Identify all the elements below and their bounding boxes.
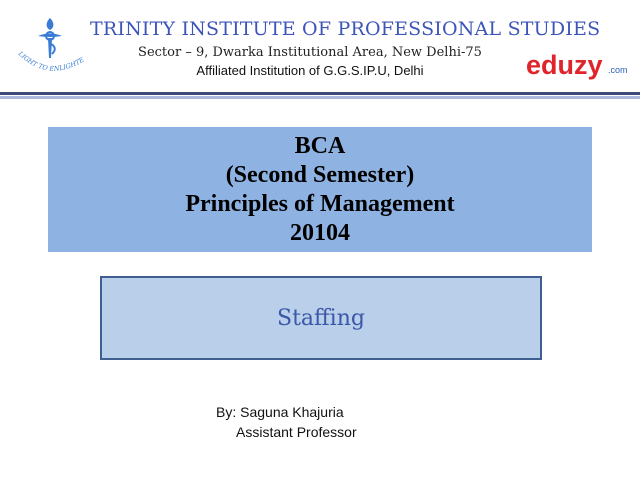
header-divider	[0, 92, 640, 95]
logo-domain-suffix: .com	[608, 65, 628, 75]
topic-title: Staffing	[277, 305, 365, 331]
header-divider-light	[0, 96, 640, 99]
subject-name: Principles of Management	[185, 190, 455, 217]
course-code: BCA	[294, 132, 346, 159]
title-box	[48, 127, 592, 252]
semester: (Second Semester)	[225, 161, 415, 188]
logo-brand-text: eduzy	[526, 50, 603, 80]
subject-code: 20104	[290, 219, 350, 246]
trinity-logo-icon	[12, 14, 92, 80]
institute-name: TRINITY INSTITUTE OF PROFESSIONAL STUDIES	[90, 18, 601, 40]
topic-box	[100, 276, 542, 360]
author-role: Assistant Professor	[236, 424, 357, 440]
logo-motto: LIGHT TO ENLIGHTE	[16, 49, 86, 73]
author-name: By: Saguna Khajuria	[216, 404, 344, 420]
eduzy-logo-icon	[524, 48, 634, 82]
institute-address: Sector – 9, Dwarka Institutional Area, New Delhi-75	[138, 45, 482, 60]
institute-affiliation: Affiliated Institution of G.G.S.IP.U, Delhi	[196, 63, 424, 78]
